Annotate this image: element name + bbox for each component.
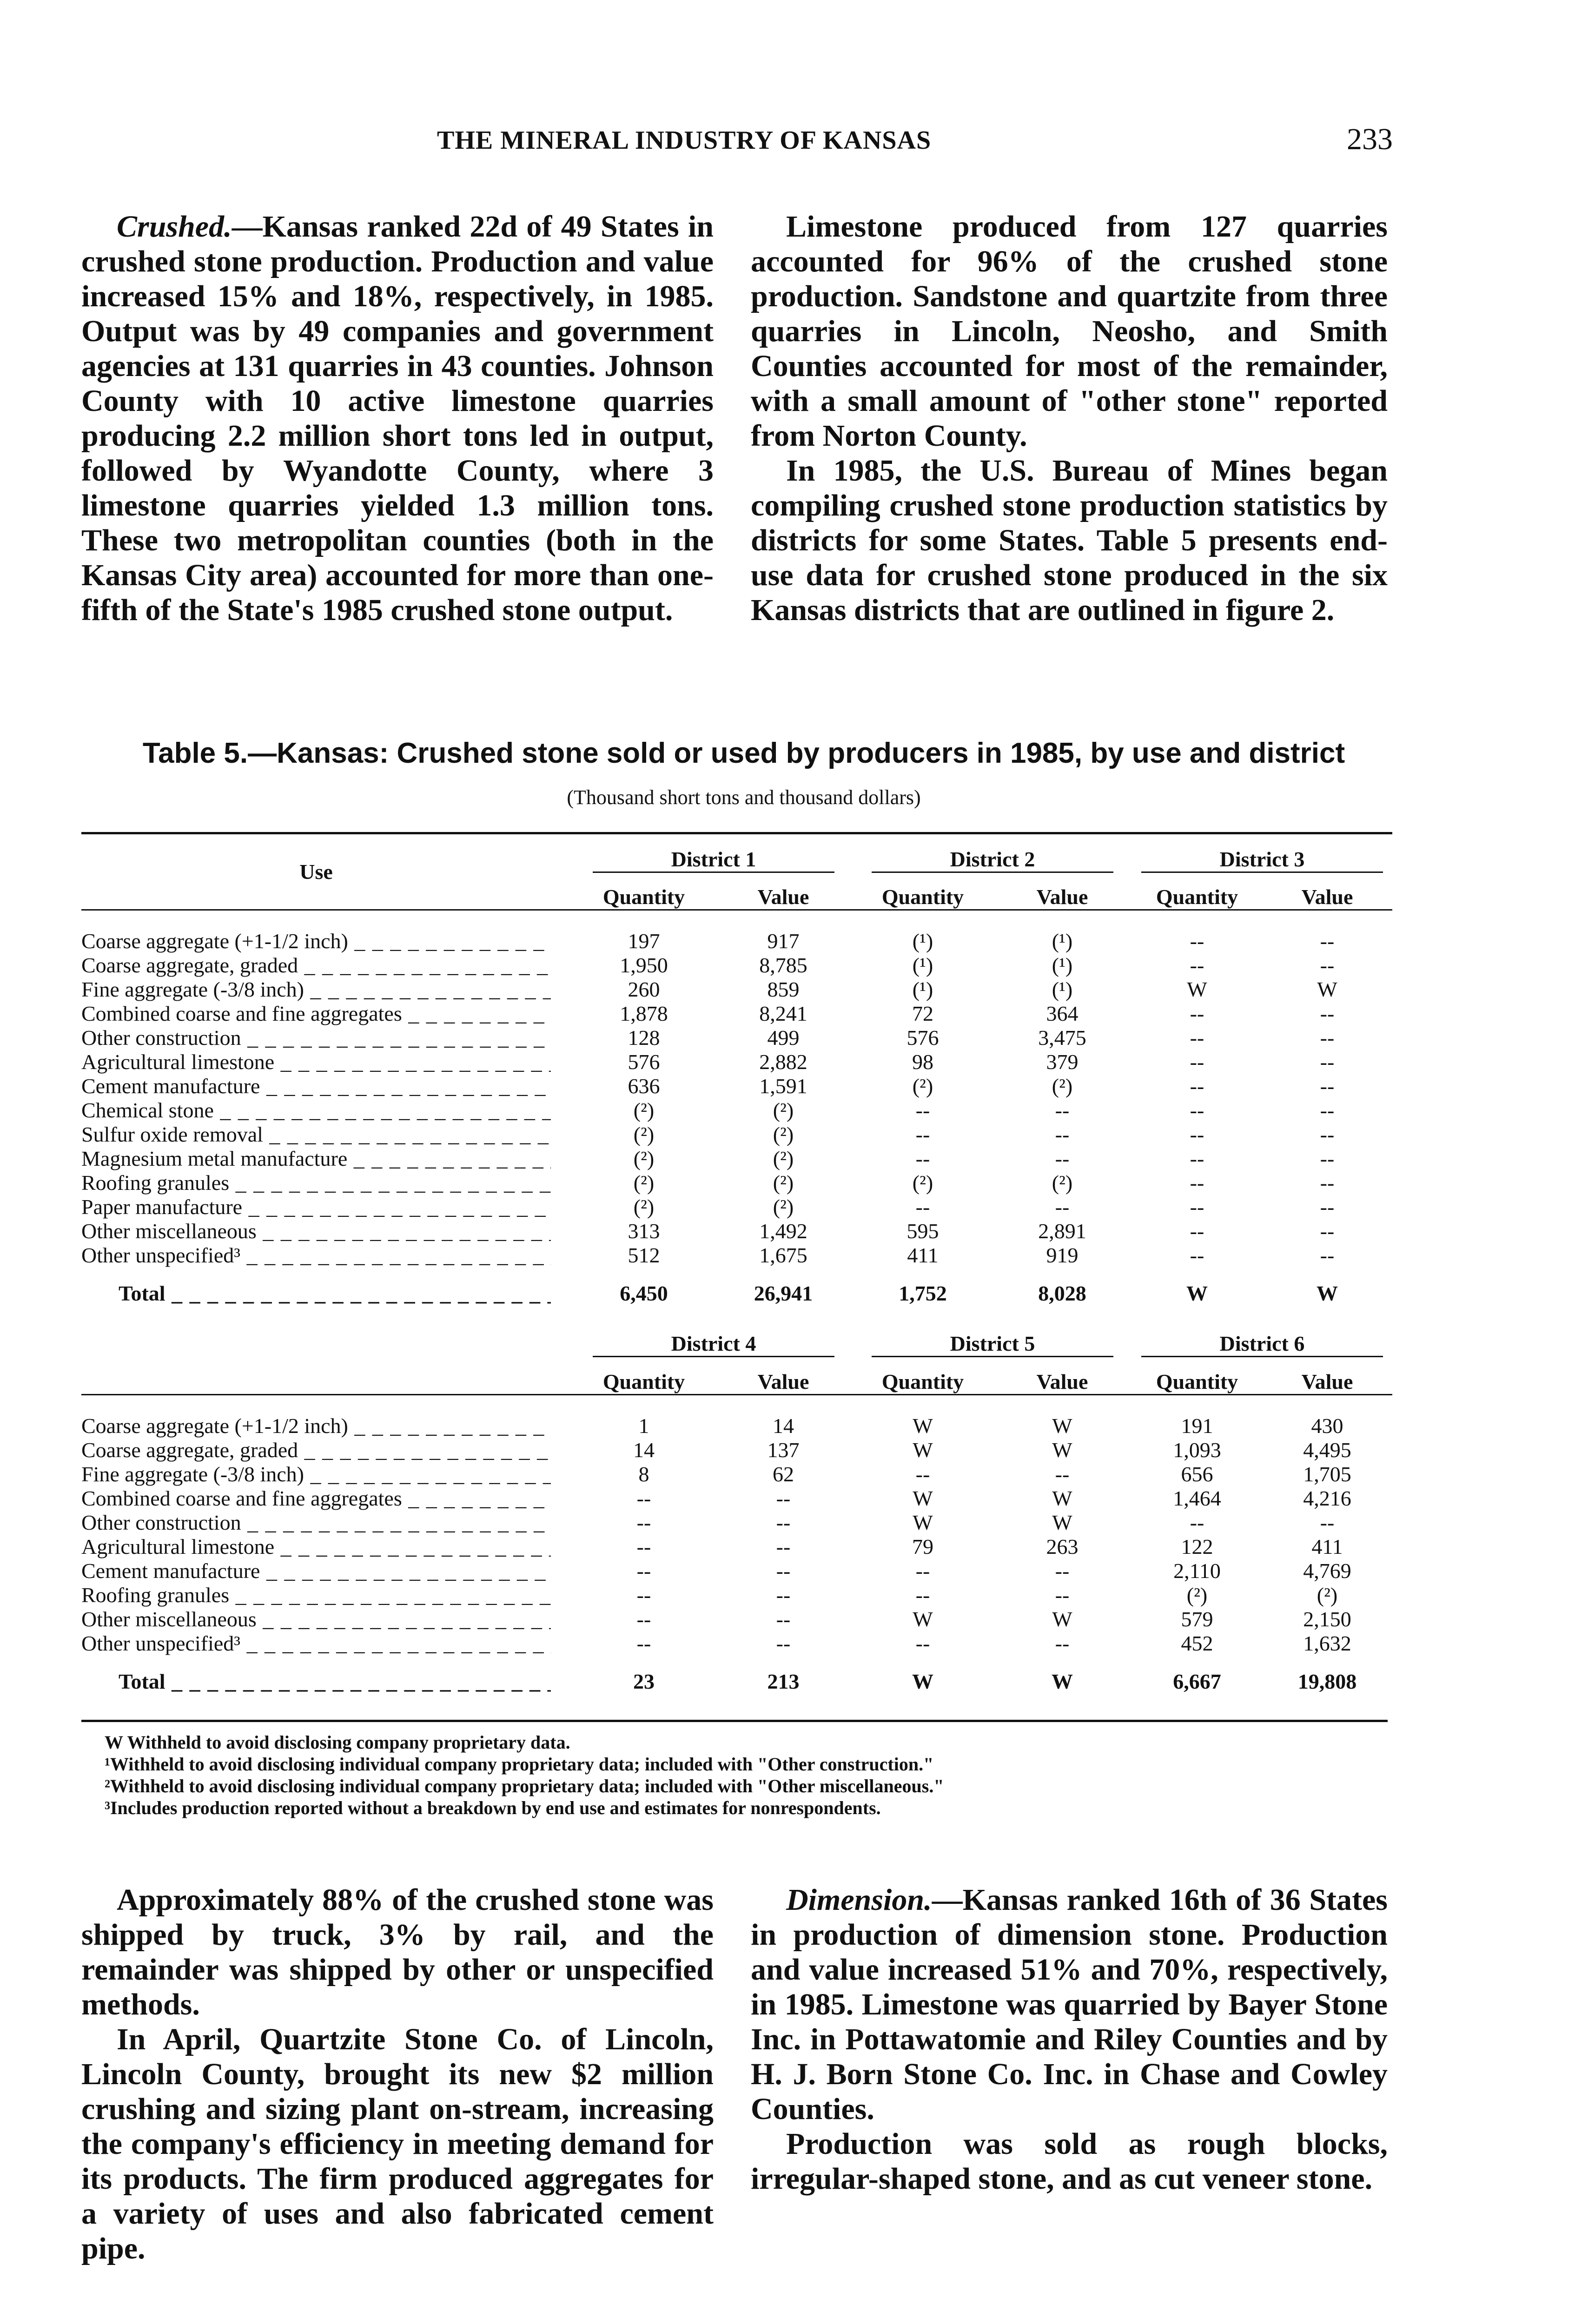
table-cell: 263 xyxy=(1046,1534,1079,1558)
row-use-label: Chemical stone _ _ _ xyxy=(81,1098,551,1122)
crushed-runin-heading: Crushed. xyxy=(117,210,232,244)
bottom-right-column xyxy=(751,1882,1388,2196)
table-row xyxy=(81,1535,1392,1559)
crushed-stone-table-part2 xyxy=(81,1322,1392,1694)
total-cell: 19,808 xyxy=(1297,1669,1357,1693)
quantity-header: Quantity xyxy=(881,885,964,909)
table-cell: 917 xyxy=(767,929,800,953)
table-cell: -- xyxy=(1320,1122,1335,1146)
dimension-runin-heading: Dimension. xyxy=(786,1883,932,1917)
table-cell: (²) xyxy=(773,1147,794,1170)
row-use-label: Other construction _ _ _ xyxy=(81,1026,551,1050)
table-cell: 364 xyxy=(1046,1002,1079,1025)
table-cell: (¹) xyxy=(1052,929,1073,953)
district-2-header xyxy=(853,833,1132,873)
quantity-header: Quantity xyxy=(1156,885,1238,909)
table-cell: -- xyxy=(636,1558,651,1583)
table-row xyxy=(81,1559,1392,1583)
district-3-label: District 3 xyxy=(1141,847,1383,873)
total-label: Total _ _ _ xyxy=(81,1268,551,1306)
table-cell: 1,705 xyxy=(1303,1462,1351,1486)
table-cell: 8 xyxy=(638,1462,649,1486)
total-cell: 6,667 xyxy=(1173,1669,1221,1693)
table-cell: -- xyxy=(915,1195,930,1219)
table-cell: -- xyxy=(915,1122,930,1146)
row-use-label: Roofing granules _ _ _ xyxy=(81,1171,551,1195)
table-cell: -- xyxy=(1320,1147,1335,1170)
table-cell: (¹) xyxy=(912,953,933,977)
table-cell: (²) xyxy=(633,1122,655,1146)
table-cell: (²) xyxy=(1317,1583,1338,1607)
value-header: Value xyxy=(1301,885,1353,909)
table-cell: 137 xyxy=(767,1438,800,1462)
table-cell: -- xyxy=(915,1631,930,1655)
row-use-label: Fine aggregate (-3/8 inch) _ _ _ xyxy=(81,977,551,1002)
table-row xyxy=(81,1098,1392,1122)
table-row xyxy=(81,1122,1392,1147)
table-cell: 411 xyxy=(1311,1534,1343,1558)
table-cell: 197 xyxy=(628,929,660,953)
table-cell: 2,110 xyxy=(1173,1558,1221,1583)
table-cell: (¹) xyxy=(912,977,933,1001)
table-cell: -- xyxy=(636,1607,651,1631)
value-header: Value xyxy=(1036,1369,1088,1393)
table-row xyxy=(81,1171,1392,1195)
dimension-paragraph-text: —Kansas ranked 16th of 36 States in production of dimension stone. Production and value increased 51% and 70%, respectively, in 1985. Limestone was quarried by Bayer Stone Inc. in Pottawatomie and Riley Counties and by H. J. Born Stone Co. Inc. in Chase and Cowley Counties. xyxy=(751,1883,1388,2126)
shipping-paragraph: Approximately 88% of the crushed stone was shipped by truck, 3% by rail, and the remainder was shipped by other or unspecified methods. xyxy=(81,1883,714,2021)
table-cell: 1,632 xyxy=(1303,1631,1351,1655)
top-left-column xyxy=(81,209,714,627)
table-cell: (²) xyxy=(633,1098,655,1122)
table-cell: -- xyxy=(1190,1195,1204,1219)
table-cell: 656 xyxy=(1181,1462,1213,1486)
district-6-label: District 6 xyxy=(1141,1332,1383,1357)
table-cell: 62 xyxy=(773,1462,794,1486)
total-cell: 213 xyxy=(767,1669,800,1693)
table-cell: 14 xyxy=(633,1438,655,1462)
district-6-header xyxy=(1132,1322,1392,1357)
value-header: Value xyxy=(1301,1369,1353,1393)
footnote-1: ¹Withheld to avoid disclosing individual company proprietary data; included with "Other construction." xyxy=(105,1754,934,1775)
table-cell: 430 xyxy=(1311,1413,1343,1438)
table-cell: -- xyxy=(1190,1098,1204,1122)
table-cell: -- xyxy=(776,1510,791,1534)
table-cell: -- xyxy=(636,1534,651,1558)
footnote-2: ²Withheld to avoid disclosing individual company proprietary data; included with "Other miscellaneous." xyxy=(105,1776,944,1796)
table-row xyxy=(81,1511,1392,1535)
table-cell: (²) xyxy=(912,1171,933,1195)
table-row xyxy=(81,1462,1392,1486)
table-row xyxy=(81,1074,1392,1098)
row-use-label: Other construction _ _ _ xyxy=(81,1511,551,1535)
table-cell: -- xyxy=(1190,1026,1204,1050)
table-cell: -- xyxy=(1190,1074,1204,1098)
district-4-header xyxy=(574,1322,853,1357)
table-row xyxy=(81,1219,1392,1243)
value-header: Value xyxy=(1036,885,1088,909)
table-cell: W xyxy=(1052,1413,1072,1438)
table-cell: W xyxy=(1052,1486,1072,1510)
table-row xyxy=(81,1607,1392,1631)
quantity-header: Quantity xyxy=(602,1369,685,1393)
row-use-label: Fine aggregate (-3/8 inch) _ _ _ xyxy=(81,1462,551,1486)
table-cell: -- xyxy=(776,1631,791,1655)
quantity-header: Quantity xyxy=(1156,1369,1238,1393)
table-cell: -- xyxy=(1055,1195,1070,1219)
table-cell: -- xyxy=(1190,1219,1204,1243)
table-cell: 576 xyxy=(628,1050,660,1074)
table-cell: 576 xyxy=(906,1026,939,1050)
top-right-column xyxy=(751,209,1388,627)
row-use-label: Coarse aggregate, graded _ _ _ xyxy=(81,953,551,977)
bottom-left-column xyxy=(81,1882,714,2266)
table-cell: 595 xyxy=(906,1219,939,1243)
table-cell: -- xyxy=(636,1486,651,1510)
table-cell: 579 xyxy=(1181,1607,1213,1631)
table-cell: -- xyxy=(1190,1122,1204,1146)
crushed-stone-table-part1 xyxy=(81,832,1392,1306)
table-cell: (²) xyxy=(1052,1074,1073,1098)
table-cell: 859 xyxy=(767,977,800,1001)
crushed-paragraph xyxy=(81,209,714,627)
row-use-label: Sulfur oxide removal _ _ _ xyxy=(81,1122,551,1147)
row-use-label: Other miscellaneous _ _ _ xyxy=(81,1607,551,1631)
bureau-paragraph: In 1985, the U.S. Bureau of Mines began compiling crushed stone production statistics by districts for some States. Table 5 presents end-use data for crushed stone produced in the six Kansas districts that are outlined in figure 2. xyxy=(751,454,1388,627)
table-cell: 411 xyxy=(907,1243,939,1267)
table-row xyxy=(81,1438,1392,1462)
table-cell: W xyxy=(913,1607,933,1631)
row-use-label: Other unspecified³ _ _ _ xyxy=(81,1631,551,1656)
table-subtitle: (Thousand short tons and thousand dollars) xyxy=(567,786,921,809)
total-cell: W xyxy=(1186,1281,1208,1305)
district-1-label: District 1 xyxy=(593,847,834,873)
table-cell: 4,495 xyxy=(1303,1438,1351,1462)
value-header: Value xyxy=(757,1369,809,1393)
table-cell: -- xyxy=(1190,1002,1204,1025)
table-cell: -- xyxy=(1320,1171,1335,1195)
table-cell: 499 xyxy=(767,1026,800,1050)
table-cell: 2,150 xyxy=(1303,1607,1351,1631)
table-cell: -- xyxy=(776,1583,791,1607)
table-cell: (¹) xyxy=(1052,953,1073,977)
table-cell: 313 xyxy=(628,1219,660,1243)
table-cell: 1,675 xyxy=(759,1243,807,1267)
table-cell: -- xyxy=(915,1462,930,1486)
table-cell: 2,891 xyxy=(1038,1219,1086,1243)
table-cell: W xyxy=(1317,977,1337,1001)
row-use-label: Agricultural limestone _ _ _ xyxy=(81,1050,551,1074)
table-cell: 2,882 xyxy=(759,1050,807,1074)
value-header: Value xyxy=(757,885,809,909)
dimension-paragraph xyxy=(751,1882,1388,2126)
total-cell: W xyxy=(912,1669,933,1693)
table-cell: -- xyxy=(1190,1243,1204,1267)
district-5-label: District 5 xyxy=(872,1332,1113,1357)
table-cell: 4,216 xyxy=(1303,1486,1351,1510)
total-label: Total _ _ _ xyxy=(81,1656,551,1694)
table-title: Table 5.—Kansas: Crushed stone sold or used by producers in 1985, by use and district xyxy=(142,737,1345,769)
table-footnotes xyxy=(105,1731,1416,1819)
row-use-label: Combined coarse and fine aggregates _ _ _ xyxy=(81,1486,551,1511)
table-cell: -- xyxy=(1320,1219,1335,1243)
row-use-label: Coarse aggregate (+1-1/2 inch) _ _ _ xyxy=(81,1414,551,1438)
table-cell: 14 xyxy=(773,1413,794,1438)
table-cell: W xyxy=(913,1486,933,1510)
table-row xyxy=(81,1583,1392,1607)
table-cell: (²) xyxy=(773,1171,794,1195)
table-cell: -- xyxy=(1320,1026,1335,1050)
row-use-label: Combined coarse and fine aggregates _ _ _ xyxy=(81,1002,551,1026)
table-row xyxy=(81,1002,1392,1026)
table-cell: 452 xyxy=(1181,1631,1213,1655)
footnote-3: ³Includes production reported without a breakdown by end use and estimates for nonrespondents. xyxy=(105,1797,881,1818)
total-cell: 6,450 xyxy=(620,1281,668,1305)
table-cell: -- xyxy=(776,1486,791,1510)
table-cell: 122 xyxy=(1181,1534,1213,1558)
row-use-label: Other miscellaneous _ _ _ xyxy=(81,1219,551,1243)
table-cell: 191 xyxy=(1181,1413,1213,1438)
table-cell: 3,475 xyxy=(1038,1026,1086,1050)
total-cell: W xyxy=(1052,1669,1073,1693)
table-row xyxy=(81,929,1392,953)
table-cell: (²) xyxy=(912,1074,933,1098)
quartzite-paragraph: In April, Quartzite Stone Co. of Lincoln, Lincoln County, brought its new $2 million crushing and sizing plant on-stream, increasing the company's efficiency in meeting demand for its products. The firm produced aggregates for a variety of uses and also fabricated cement pipe. xyxy=(81,2022,714,2265)
table-cell: 98 xyxy=(912,1050,933,1074)
table-cell: 1,878 xyxy=(620,1002,668,1025)
table-row xyxy=(81,1243,1392,1268)
row-use-label: Coarse aggregate, graded _ _ _ xyxy=(81,1438,551,1462)
table-cell: -- xyxy=(1320,1195,1335,1219)
table-cell: -- xyxy=(1055,1583,1070,1607)
table-cell: -- xyxy=(636,1583,651,1607)
table-cell: -- xyxy=(776,1607,791,1631)
total-cell: 26,941 xyxy=(754,1281,813,1305)
table-cell: -- xyxy=(1190,1147,1204,1170)
table-cell: W xyxy=(1052,1607,1072,1631)
table-cell: 1 xyxy=(638,1413,649,1438)
page-number: 233 xyxy=(1347,122,1393,156)
table-cell: -- xyxy=(915,1147,930,1170)
table-cell: (²) xyxy=(1186,1583,1208,1607)
table-row xyxy=(81,1631,1392,1656)
district-5-header xyxy=(853,1322,1132,1357)
table-cell: -- xyxy=(1190,1171,1204,1195)
table-cell: -- xyxy=(1320,1098,1335,1122)
row-use-label: Magnesium metal manufacture _ _ _ xyxy=(81,1147,551,1171)
table-cell: -- xyxy=(1320,929,1335,953)
table-cell: 512 xyxy=(628,1243,660,1267)
table-cell: 636 xyxy=(628,1074,660,1098)
district-4-label: District 4 xyxy=(593,1332,834,1357)
limestone-paragraph: Limestone produced from 127 quarries accounted for 96% of the crushed stone production. Sandstone and quartzite from three quarries in Lincoln, Neosho, and Smith Counties accounted for most of the remainder, with a small amount of "other stone" reported from Norton County. xyxy=(751,210,1388,453)
production-paragraph: Production was sold as rough blocks, irregular-shaped stone, and as cut veneer stone. xyxy=(751,2127,1388,2196)
table-cell: 79 xyxy=(912,1534,933,1558)
table-cell: -- xyxy=(1320,1510,1335,1534)
table-cell: 8,785 xyxy=(759,953,807,977)
table-cell: -- xyxy=(915,1583,930,1607)
table-cell: (²) xyxy=(633,1171,655,1195)
total-cell: 8,028 xyxy=(1038,1281,1086,1305)
table-row xyxy=(81,1050,1392,1074)
table-cell: -- xyxy=(636,1510,651,1534)
row-use-label: Agricultural limestone _ _ _ xyxy=(81,1535,551,1559)
table-row xyxy=(81,953,1392,977)
table-cell: -- xyxy=(1055,1098,1070,1122)
total-row xyxy=(81,1656,1392,1694)
table-cell: 1,950 xyxy=(620,953,668,977)
table-cell: 260 xyxy=(628,977,660,1001)
table-cell: -- xyxy=(1055,1631,1070,1655)
table-row xyxy=(81,1486,1392,1511)
table-cell: W xyxy=(1052,1438,1072,1462)
table-cell: W xyxy=(913,1438,933,1462)
table-cell: 919 xyxy=(1046,1243,1079,1267)
table-cell: 1,093 xyxy=(1173,1438,1221,1462)
table-cell: (¹) xyxy=(1052,977,1073,1001)
table-row xyxy=(81,1414,1392,1438)
use-column-header: Use xyxy=(299,859,333,884)
table-cell: -- xyxy=(1320,1050,1335,1074)
table-row xyxy=(81,1147,1392,1171)
table-cell: (¹) xyxy=(912,929,933,953)
table-cell: W xyxy=(1187,977,1207,1001)
table-cell: -- xyxy=(1190,929,1204,953)
table-cell: 1,591 xyxy=(759,1074,807,1098)
table-cell: (²) xyxy=(1052,1171,1073,1195)
table-cell: W xyxy=(913,1413,933,1438)
table-cell: -- xyxy=(1320,953,1335,977)
table-cell: -- xyxy=(915,1558,930,1583)
footnote-w: W Withheld to avoid disclosing company proprietary data. xyxy=(105,1732,570,1753)
row-use-label: Paper manufacture _ _ _ xyxy=(81,1195,551,1219)
table-cell: -- xyxy=(1320,1002,1335,1025)
quantity-header: Quantity xyxy=(602,885,685,909)
table-cell: -- xyxy=(1055,1558,1070,1583)
row-use-label: Cement manufacture _ _ _ xyxy=(81,1074,551,1098)
table-cell: -- xyxy=(1190,1510,1204,1534)
table-cell: W xyxy=(1052,1510,1072,1534)
total-row xyxy=(81,1268,1392,1306)
row-use-label: Roofing granules _ _ _ xyxy=(81,1583,551,1607)
table-cell: -- xyxy=(1055,1462,1070,1486)
table-cell: 128 xyxy=(628,1026,660,1050)
table-cell: 1,492 xyxy=(759,1219,807,1243)
row-use-label: Coarse aggregate (+1-1/2 inch) _ _ _ xyxy=(81,929,551,953)
table-cell: 8,241 xyxy=(759,1002,807,1025)
quantity-header: Quantity xyxy=(881,1369,964,1393)
district-3-header xyxy=(1132,833,1392,873)
district-2-label: District 2 xyxy=(872,847,1113,873)
table-row xyxy=(81,1195,1392,1219)
table-cell: -- xyxy=(915,1098,930,1122)
running-head: THE MINERAL INDUSTRY OF KANSAS xyxy=(437,126,932,155)
table-cell: (²) xyxy=(773,1195,794,1219)
total-cell: W xyxy=(1317,1281,1338,1305)
table-cell: (²) xyxy=(633,1195,655,1219)
table-cell: -- xyxy=(636,1631,651,1655)
table-cell: -- xyxy=(1320,1243,1335,1267)
row-use-label: Other unspecified³ _ _ _ xyxy=(81,1243,551,1268)
table-cell: (²) xyxy=(773,1122,794,1146)
district-1-header xyxy=(574,833,853,873)
total-cell: 23 xyxy=(633,1669,655,1693)
table-cell: (²) xyxy=(633,1147,655,1170)
table-cell: -- xyxy=(1055,1147,1070,1170)
total-cell: 1,752 xyxy=(899,1281,947,1305)
table-cell: 1,464 xyxy=(1173,1486,1221,1510)
table-cell: -- xyxy=(1190,1050,1204,1074)
table-cell: -- xyxy=(1320,1074,1335,1098)
table-cell: -- xyxy=(1055,1122,1070,1146)
table-cell: -- xyxy=(776,1534,791,1558)
table-cell: 72 xyxy=(912,1002,933,1025)
table-bottom-rule xyxy=(81,1720,1388,1722)
table-cell: 4,769 xyxy=(1303,1558,1351,1583)
crushed-paragraph-text: —Kansas ranked 22d of 49 States in crushed stone production. Production and value increased 15% and 18%, respectively, in 1985. Output was by 49 companies and government agencies at 131 quarries in 43 counties. Johnson County with 10 active limestone quarries producing 2.2 million short tons led in output, followed by Wyandotte County, where 3 limestone quarries yielded 1.3 million tons. These two metropolitan counties (both in the Kansas City area) accounted for more than one-fifth of the State's 1985 crushed stone output. xyxy=(81,210,714,627)
table-cell: (²) xyxy=(773,1098,794,1122)
table-cell: -- xyxy=(1190,953,1204,977)
table-row xyxy=(81,977,1392,1002)
table-cell: 379 xyxy=(1046,1050,1079,1074)
table-cell: W xyxy=(913,1510,933,1534)
row-use-label: Cement manufacture _ _ _ xyxy=(81,1559,551,1583)
table-cell: -- xyxy=(776,1558,791,1583)
table-row xyxy=(81,1026,1392,1050)
